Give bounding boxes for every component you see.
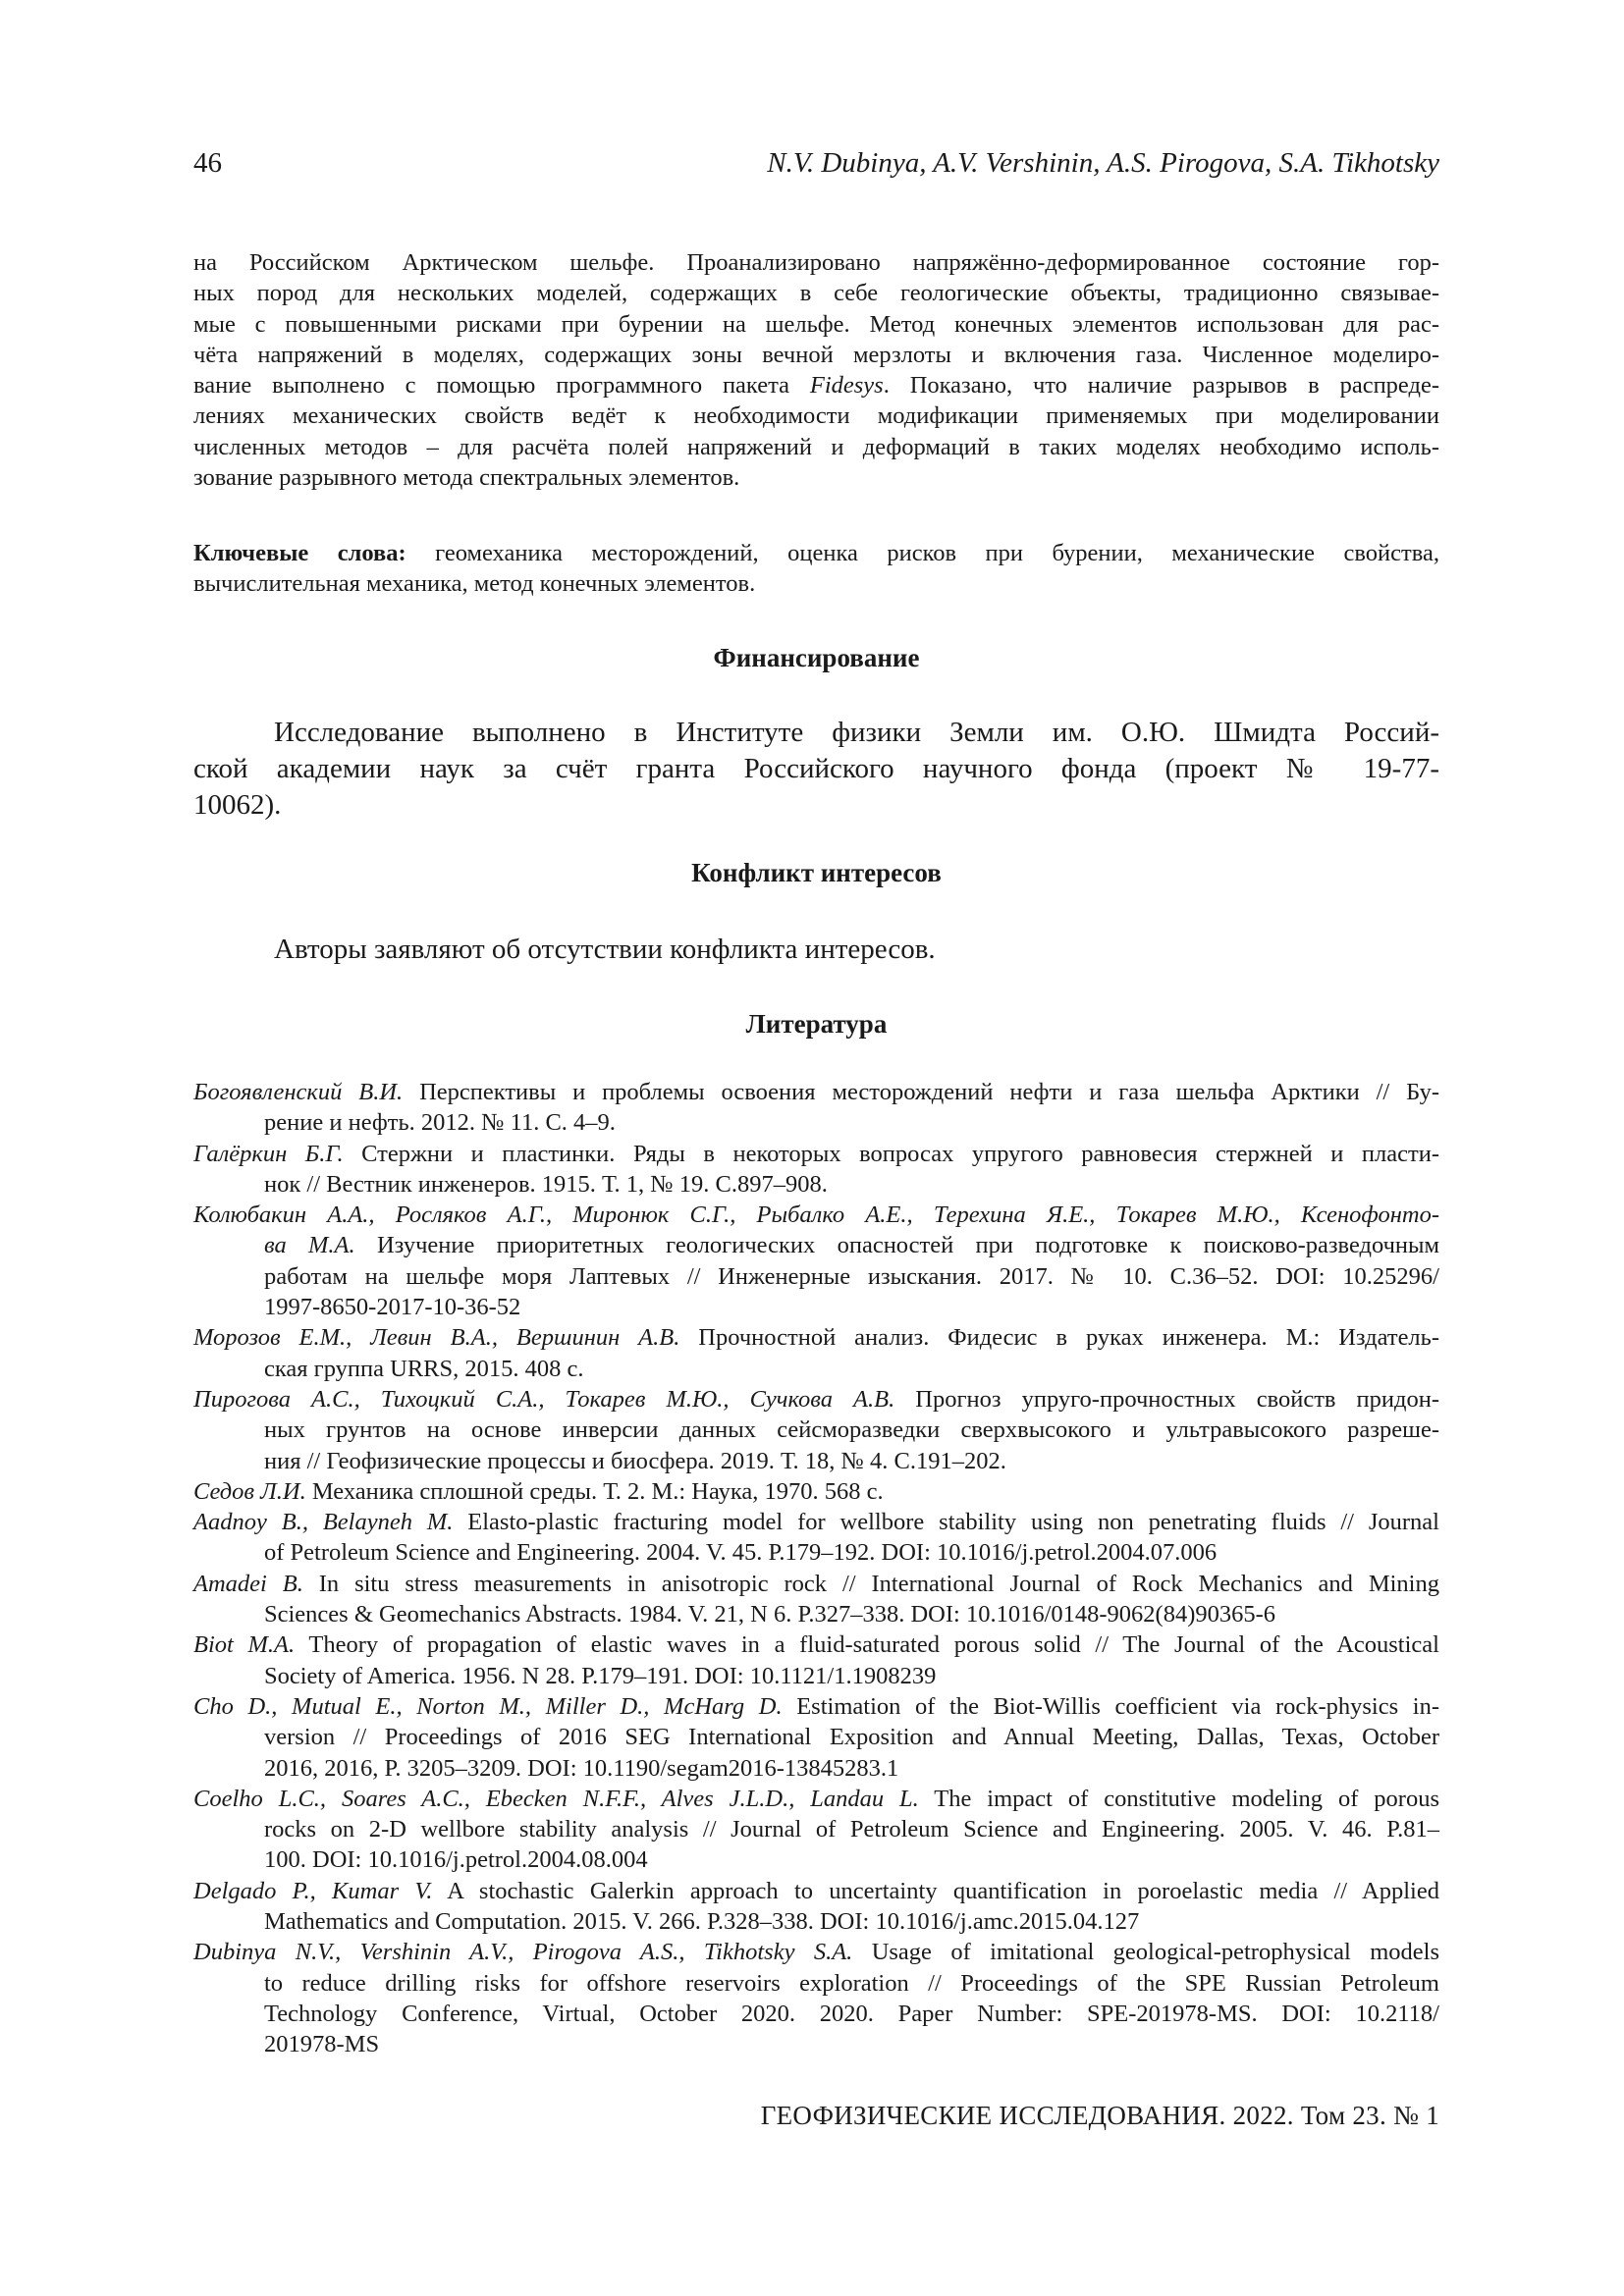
reference-line: работам на шельфе моря Лаптевых // Инженерные изыскания. 2017. № 10. С.36–52. DOI: 10.25296/ — [264, 1262, 1439, 1290]
reference-line: Колюбакин А.А., Росляков А.Г., Миронюк С.Г., Рыбалко А.Е., Терехина Я.Е., Токарев М.Ю., Ксенофонто- — [193, 1201, 1439, 1229]
reference-line: Mathematics and Computation. 2015. V. 266. P.328–338. DOI: 10.1016/j.amc.2015.04.127 — [264, 1908, 1140, 1936]
reference-line: Седов Л.И. Механика сплошной среды. Т. 2. М.: Наука, 1970. 568 с. — [193, 1477, 884, 1505]
funding-line: ской академии наук за счёт гранта Российского научного фонда (проект № 19-77- — [193, 753, 1439, 784]
reference-line: Морозов Е.М., Левин В.А., Вершинин А.В. Прочностной анализ. Фидесис в руках инженера. М.: Издатель- — [193, 1324, 1439, 1352]
reference-line: Богоявленский В.И. Перспективы и проблемы освоения месторождений нефти и газа шельфа Арктики // Бу- — [193, 1079, 1439, 1105]
reference-line: Technology Conference, Virtual, October 2020. 2020. Paper Number: SPE-201978-MS. DOI: 10.2118/ — [264, 2000, 1439, 2027]
funding-line: Исследование выполнено в Институте физики Земли им. О.Ю. Шмидта Россий- — [274, 717, 1439, 748]
reference-item — [193, 1077, 1439, 1139]
reference-line: Sciences & Geomechanics Abstracts. 1984. V. 21, N 6. P.327–338. DOI: 10.1016/0148-9062(84)90365-6 — [264, 1601, 1276, 1629]
reference-line: Delgado P., Kumar V. A stochastic Galerkin approach to uncertainty quantification in poroelastic media // Applied — [193, 1877, 1439, 1904]
reference-item — [193, 1476, 1439, 1507]
running-header — [193, 147, 1439, 187]
reference-item — [193, 1569, 1439, 1630]
keywords-label: Ключевые слова: — [193, 540, 406, 566]
abstract-line: зование разрывного метода спектральных элементов. — [193, 464, 740, 492]
funding-text — [193, 715, 1439, 824]
reference-item — [193, 1691, 1439, 1784]
abstract-line: вание выполнено с помощью программного пакета Fidesys. Показано, что наличие разрывов в распреде- — [193, 372, 1439, 400]
abstract-line: чёта напряжений в моделях, содержащих зоны вечной мерзлоты и включения газа. Численное моделиро- — [193, 341, 1439, 368]
keywords-text-1: геомеханика месторождений, оценка рисков при бурении, механические свойства, — [406, 540, 1439, 566]
reference-item — [193, 1322, 1439, 1384]
reference-item — [193, 1507, 1439, 1569]
conflict-text: Авторы заявляют об отсутствии конфликта интересов. — [274, 934, 936, 965]
reference-line: Coelho L.C., Soares A.C., Ebecken N.F.F., Alves J.L.D., Landau L. The impact of constitutive modeling of porous — [193, 1785, 1439, 1812]
reference-item — [193, 1937, 1439, 2059]
reference-line: ных грунтов на основе инверсии данных сейсморазведки сверхвысокого и ультравысокого разреше- — [264, 1416, 1439, 1444]
reference-line: Amadei B. In situ stress measurements in anisotropic rock // International Journal of Rock Mechanics and Mining — [193, 1570, 1439, 1597]
abstract-line: ных пород для нескольких моделей, содержащих в себе геологические объекты, традиционно связывае- — [193, 280, 1439, 307]
reference-line: ния // Геофизические процессы и биосфера. 2019. Т. 18, № 4. С.191–202. — [264, 1447, 1006, 1474]
reference-line: ская группа URRS, 2015. 408 с. — [264, 1355, 584, 1382]
page-number: 46 — [193, 147, 222, 179]
reference-line: 2016, 2016, P. 3205–3209. DOI: 10.1190/segam2016-13845283.1 — [264, 1754, 899, 1782]
reference-list — [193, 1077, 1439, 2060]
abstract-line: на Российском Арктическом шельфе. Проанализировано напряжённо-деформированное состояние гор- — [193, 249, 1439, 276]
reference-line: ва М.А. Изучение приоритетных геологических опасностей при подготовке к поисково-разведочным — [264, 1232, 1440, 1259]
keywords — [193, 538, 1439, 600]
abstract — [193, 247, 1439, 493]
reference-item — [193, 1629, 1439, 1691]
funding-heading: Финансирование — [713, 643, 920, 672]
reference-line: 1997-8650-2017-10-36-52 — [264, 1294, 521, 1321]
reference-line: Aadnoy B., Belayneh M. Elasto-plastic fracturing model for wellbore stability using non penetrating fluids // Journal — [193, 1509, 1439, 1536]
reference-line: Пирогова А.С., Тихоцкий С.А., Токарев М.Ю., Сучкова А.В. Прогноз упруго-прочностных свойств придон- — [193, 1385, 1439, 1413]
abstract-line: численных методов – для расчёта полей напряжений и деформаций в таких моделях необходимо исполь- — [193, 433, 1439, 460]
reference-item — [193, 1139, 1439, 1201]
references-heading: Литература — [745, 1009, 888, 1039]
reference-line: rocks on 2-D wellbore stability analysis // Journal of Petroleum Science and Engineering. 2005. V. 46. P.81– — [264, 1816, 1439, 1843]
reference-line: to reduce drilling risks for offshore reservoirs exploration // Proceedings of the SPE Russian Petroleum — [264, 1969, 1439, 1997]
reference-line: Dubinya N.V., Vershinin A.V., Pirogova A.S., Tikhotsky S.A. Usage of imitational geological-petrophysical models — [193, 1939, 1439, 1966]
journal-footer: ГЕОФИЗИЧЕСКИЕ ИССЛЕДОВАНИЯ. 2022. Том 23. № 1 — [760, 2101, 1439, 2130]
abstract-line: лениях механических свойств ведёт к необходимости модификации применяемых при моделировании — [193, 402, 1439, 430]
reference-item — [193, 1784, 1439, 1876]
keywords-text-2: вычислительная механика, метод конечных элементов. — [193, 570, 756, 598]
reference-item — [193, 1384, 1439, 1476]
reference-line: Галёркин Б.Г. Стержни и пластинки. Ряды в некоторых вопросах упругого равновесия стержней и пласти- — [193, 1140, 1439, 1167]
reference-line: рение и нефть. 2012. № 11. С. 4–9. — [264, 1109, 616, 1137]
reference-line: нок // Вестник инженеров. 1915. Т. 1, № 19. С.897–908. — [264, 1170, 828, 1198]
reference-line: version // Proceedings of 2016 SEG International Exposition and Annual Meeting, Dallas, Texas, October — [264, 1724, 1439, 1751]
reference-line: Society of America. 1956. N 28. P.179–191. DOI: 10.1121/1.1908239 — [264, 1662, 937, 1689]
reference-item — [193, 1200, 1439, 1322]
reference-line: of Petroleum Science and Engineering. 2004. V. 45. P.179–192. DOI: 10.1016/j.petrol.2004.07.006 — [264, 1539, 1218, 1567]
abstract-line: мые с повышенными рисками при бурении на шельфе. Метод конечных элементов использован для рас- — [193, 310, 1439, 338]
reference-line: 201978-MS — [264, 2031, 380, 2058]
reference-item — [193, 1876, 1439, 1938]
header-authors: N.V. Dubinya, A.V. Vershinin, A.S. Pirogova, S.A. Tikhotsky — [767, 147, 1439, 179]
conflict-heading: Конфликт интересов — [691, 858, 942, 887]
reference-line: 100. DOI: 10.1016/j.petrol.2004.08.004 — [264, 1846, 648, 1874]
funding-line: 10062). — [193, 789, 282, 821]
reference-line: Biot M.A. Theory of propagation of elastic waves in a fluid-saturated porous solid // The Journal of the Acoustical — [193, 1631, 1439, 1659]
reference-line: Cho D., Mutual E., Norton M., Miller D., McHarg D. Estimation of the Biot-Willis coefficient via rock-physics in- — [193, 1692, 1439, 1720]
